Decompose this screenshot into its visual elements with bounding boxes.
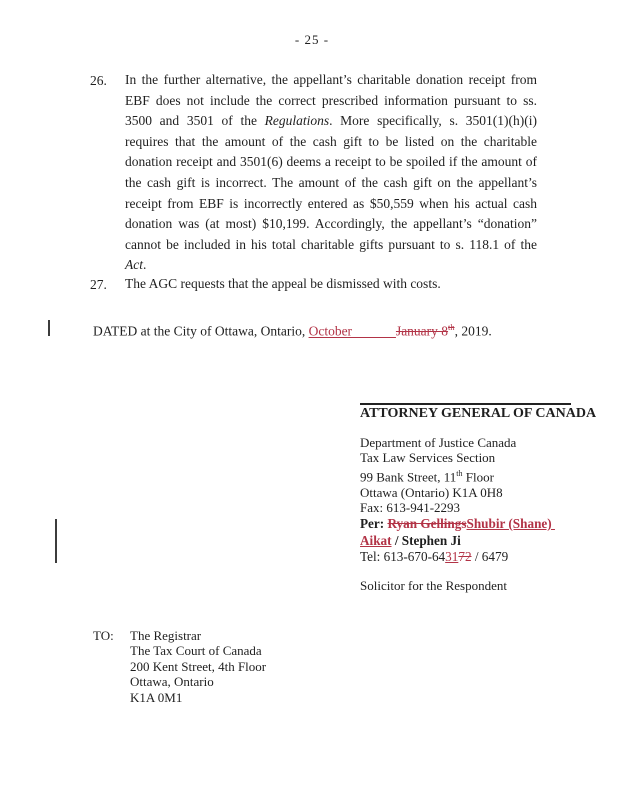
text-segment: Floor xyxy=(462,469,494,485)
address-line xyxy=(360,466,516,485)
to-label: TO: xyxy=(93,628,114,643)
recipient-line: 200 Kent Street, 4th Floor xyxy=(130,658,267,674)
recipient-line: Ottawa, Ontario xyxy=(130,674,214,690)
text-segment: Shubir (Shane) xyxy=(466,516,555,531)
paragraph-27-text xyxy=(125,274,537,295)
text-segment: 31 xyxy=(445,549,459,564)
text-segment: Ottawa (Ontario) K1A 0H8 xyxy=(360,484,503,500)
recipient-block xyxy=(93,628,393,705)
text-segment: Act xyxy=(125,257,143,273)
change-bar xyxy=(48,320,50,336)
text-segment: DATED at the City of Ottawa, Ontario, xyxy=(93,323,309,339)
text-segment: Per: xyxy=(360,516,388,531)
per-block xyxy=(360,516,555,566)
change-bar xyxy=(55,519,57,563)
text-segment: / 6479 xyxy=(471,549,509,564)
text-segment: . xyxy=(143,257,147,273)
text-segment: , 2019. xyxy=(454,323,492,339)
text-segment: Aikat xyxy=(360,532,392,548)
paragraph-26 xyxy=(90,70,537,276)
dated-line xyxy=(93,318,573,342)
per-line-1 xyxy=(360,516,555,533)
text-segment: th xyxy=(456,468,463,478)
text-segment: Tel: 613-670-64 xyxy=(360,549,446,564)
solicitor-line: Solicitor for the Respondent xyxy=(360,578,507,593)
text-segment: Department of Justice Canada xyxy=(360,435,517,450)
text-segment: Regulations xyxy=(264,113,330,129)
tel-line xyxy=(360,549,555,566)
recipient-line: K1A 0M1 xyxy=(130,689,183,705)
text-segment: January 8 xyxy=(395,323,449,339)
recipient-address xyxy=(130,628,393,705)
address-line xyxy=(360,435,516,450)
paragraph-26-number: 26. xyxy=(90,73,107,88)
address-line xyxy=(360,485,516,500)
recipient-line: The Registrar xyxy=(130,628,202,643)
recipient-line: The Tax Court of Canada xyxy=(130,643,262,659)
text-segment: Fax: 613-941-2293 xyxy=(360,499,461,515)
text-segment: October xyxy=(308,323,396,339)
page-number: - 25 - xyxy=(294,32,330,47)
text-segment: Ryan Gellings xyxy=(387,516,467,531)
text-segment: The AGC requests that the appeal be dismissed with costs. xyxy=(125,276,441,291)
address-line xyxy=(360,450,516,465)
address-line xyxy=(360,500,516,515)
paragraph-27-number: 27. xyxy=(90,277,107,292)
paragraph-26-text xyxy=(125,70,537,276)
text-segment: 99 Bank Street, 11 xyxy=(360,469,457,485)
signature-line xyxy=(360,403,571,405)
text-segment: . More specifically, s. 3501(1)(h)(i) requires that the amount of the cash gift to be listed on the charitable donation receipt and 3501(6) deems a receipt to be spoiled if the amount of the cash gift is incorrect. The amount of the cash gift on the appellant’s receipt from EBF is incorrectly entered as $50,559 when his actual cash donation was (at most) $10,199. Accordingly, the appellant’s “donation” cannot be included in his total charitable gifts pursuant to s. 118.1 of the xyxy=(125,113,537,252)
per-line-2 xyxy=(360,533,555,550)
text-segment: Tax Law Services Section xyxy=(360,450,496,466)
text-segment: / Stephen Ji xyxy=(391,532,461,548)
text-segment: 72 xyxy=(458,549,472,564)
text-segment: In the further alternative, the appellant’s charitable donation receipt from EBF does not include the correct prescribed information pursuant to ss. 3500 and 3501 of the xyxy=(125,72,537,129)
firm-name: ATTORNEY GENERAL OF CANADA xyxy=(360,406,597,421)
text-segment: th xyxy=(448,323,455,332)
firm-address xyxy=(360,435,516,515)
paragraph-27 xyxy=(90,274,537,295)
